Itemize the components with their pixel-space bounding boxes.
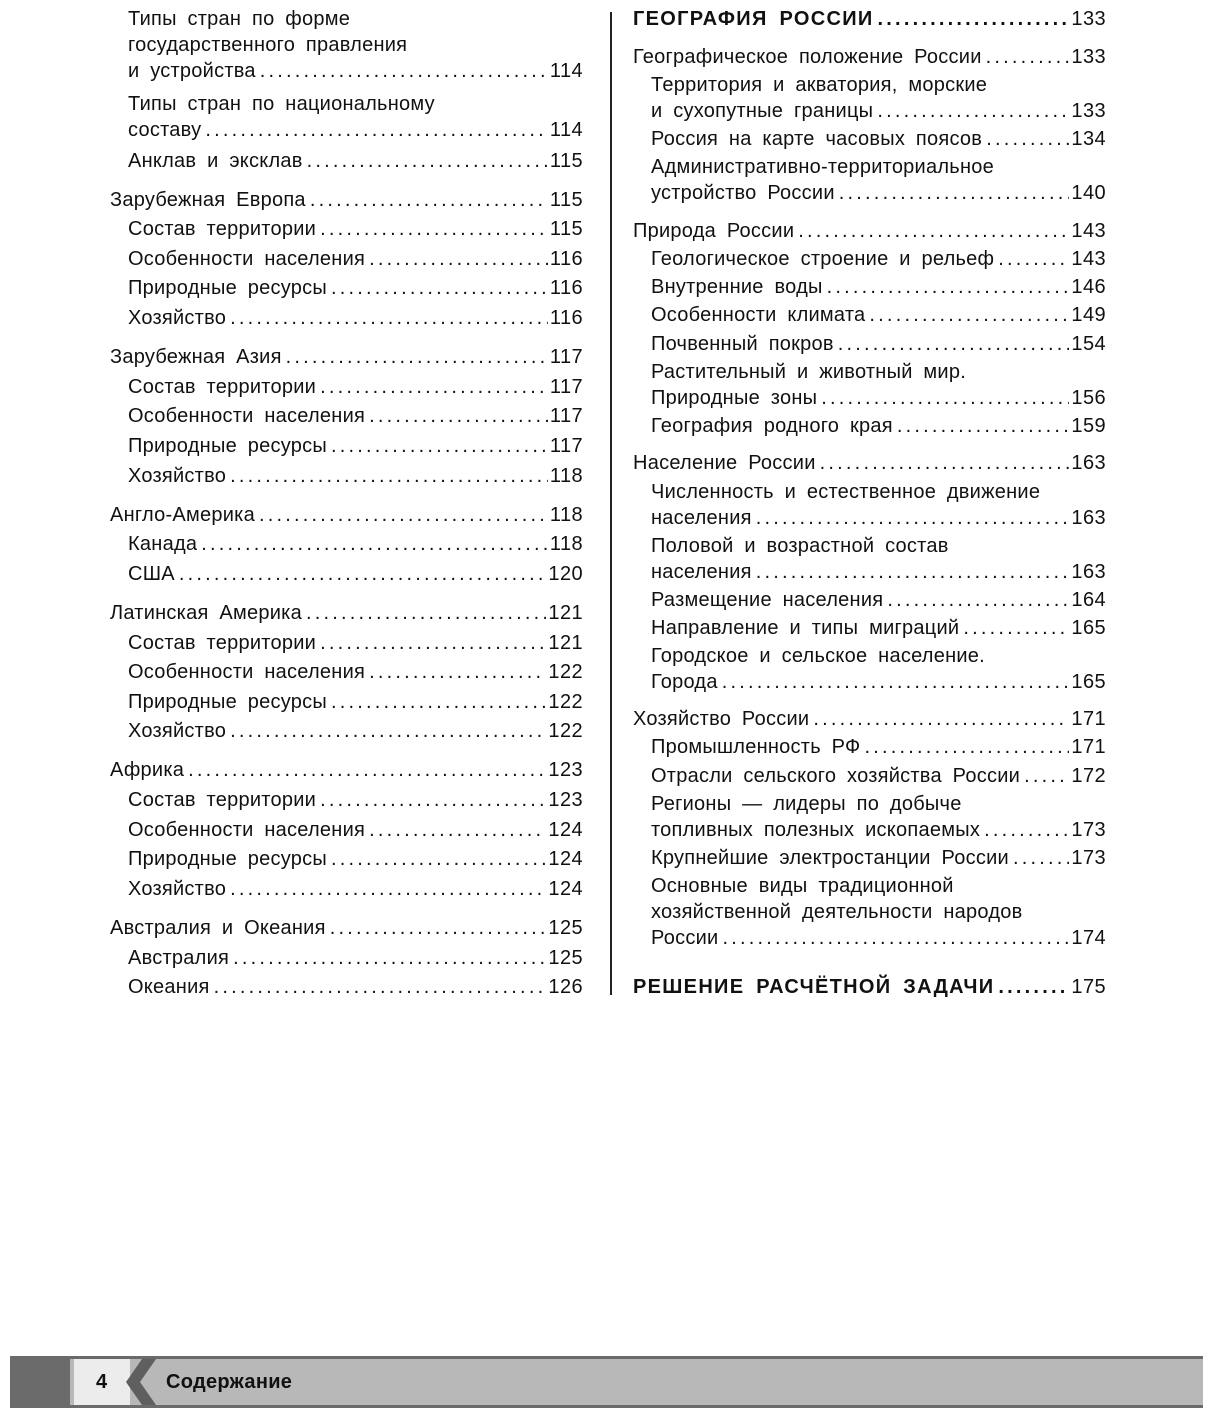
toc-entry-last-line — [651, 817, 1106, 843]
toc-subentry — [128, 91, 583, 143]
dot-leader — [827, 274, 1070, 300]
toc-entry-last-line — [651, 413, 1106, 439]
toc-entry-last-line — [128, 117, 583, 143]
toc-entry-title: Россия на карте часовых поясов — [651, 128, 983, 150]
dot-leader — [259, 502, 548, 528]
dot-leader — [963, 615, 1069, 641]
toc-subentry — [128, 148, 583, 174]
toc-page-number: 122 — [548, 720, 583, 742]
toc-entry — [110, 187, 583, 213]
toc-subentry — [651, 533, 1106, 585]
toc-entry-title-line: Регионы — лидеры по добыче — [651, 793, 962, 815]
toc-page-number: 116 — [549, 248, 583, 270]
dot-leader — [756, 505, 1070, 531]
toc-subentry — [128, 433, 583, 459]
toc-page-number: 163 — [1071, 561, 1106, 583]
dot-leader — [330, 915, 547, 941]
dot-leader — [369, 403, 548, 429]
toc-subentry — [651, 331, 1106, 357]
toc-subentry — [651, 479, 1106, 531]
toc-entry-title: Особенности населения — [128, 248, 366, 270]
dot-leader — [756, 559, 1070, 585]
toc-entry-last-line — [110, 502, 583, 528]
toc-entry-title: ГЕОГРАФИЯ РОССИИ — [633, 8, 874, 30]
toc-subentry — [128, 718, 583, 744]
toc-page-number: 117 — [549, 376, 583, 398]
dot-leader — [986, 126, 1069, 152]
column-divider — [610, 12, 612, 995]
toc-entry-last-line — [651, 734, 1106, 760]
toc-section-heading — [633, 6, 1106, 32]
toc-entry-title: Особенности климата — [651, 304, 866, 326]
toc-subentry — [128, 403, 583, 429]
dot-leader — [369, 246, 548, 272]
toc-entry-title: Состав территории — [128, 789, 317, 811]
toc-page-number: 174 — [1071, 927, 1106, 949]
chevron-left-icon — [126, 1359, 156, 1405]
toc-entry-title-line: Основные виды традиционной — [651, 875, 954, 897]
toc-page-number: 173 — [1071, 819, 1106, 841]
toc-page-number: 118 — [549, 504, 583, 526]
toc-page-number: 175 — [1071, 976, 1106, 998]
toc-entry-last-line — [651, 615, 1106, 641]
toc-entry-title: устройство России — [651, 182, 835, 204]
toc-entry-last-line — [128, 561, 583, 587]
toc-page-number: 172 — [1071, 765, 1106, 787]
footer-page-number: 4 — [96, 1371, 108, 1393]
dot-leader — [260, 58, 548, 84]
toc-entry-last-line — [128, 433, 583, 459]
toc-subentry — [651, 587, 1106, 613]
toc-page-number: 121 — [548, 602, 583, 624]
toc-entry-title-line: хозяйственной деятельности народов — [651, 901, 1023, 923]
dot-leader — [897, 413, 1070, 439]
toc-page-number: 114 — [549, 119, 583, 141]
dot-leader — [331, 689, 546, 715]
dot-leader — [230, 876, 546, 902]
toc-subentry — [128, 974, 583, 1000]
dot-leader — [820, 450, 1070, 476]
toc-entry-title: Внутренние воды — [651, 276, 823, 298]
toc-entry-last-line — [128, 630, 583, 656]
toc-entry-title: Природные ресурсы — [128, 277, 328, 299]
toc-entry-last-line — [633, 450, 1106, 476]
dot-leader — [306, 600, 546, 626]
footer-page-number-box — [74, 1359, 130, 1405]
toc-subentry — [128, 630, 583, 656]
dot-leader — [230, 463, 548, 489]
toc-page-number: 122 — [548, 691, 583, 713]
toc-entry — [110, 502, 583, 528]
toc-entry-last-line — [651, 180, 1106, 206]
toc-page-number: 125 — [548, 917, 583, 939]
toc-subentry — [128, 216, 583, 242]
toc-entry-title: Хозяйство — [128, 307, 227, 329]
toc-entry-title: Геологическое строение и рельеф — [651, 248, 995, 270]
toc-entry — [633, 706, 1106, 732]
toc-entry-last-line — [128, 689, 583, 715]
toc-entry-title: Особенности населения — [128, 661, 366, 683]
dot-leader — [230, 718, 546, 744]
dot-leader — [230, 305, 548, 331]
toc-entry-last-line — [110, 757, 583, 783]
toc-entry-last-line — [633, 6, 1106, 32]
toc-subentry — [651, 791, 1106, 843]
dot-leader — [998, 974, 1069, 1000]
dot-leader — [310, 187, 548, 213]
toc-subentry — [651, 72, 1106, 124]
toc-entry-title: Хозяйство — [128, 465, 227, 487]
toc-entry-last-line — [128, 463, 583, 489]
toc-subentry — [128, 531, 583, 557]
toc-entry-title: Природные ресурсы — [128, 691, 328, 713]
toc-entry-title-line: Городское и сельское население. — [651, 645, 985, 667]
dot-leader — [813, 706, 1069, 732]
toc-entry-title: Состав территории — [128, 218, 317, 240]
toc-page-number: 117 — [549, 435, 583, 457]
toc-page-number: 124 — [548, 878, 583, 900]
toc-entry-last-line — [633, 974, 1106, 1000]
toc-entry-last-line — [651, 505, 1106, 531]
dot-leader — [998, 246, 1069, 272]
toc-entry-title: Океания — [128, 976, 210, 998]
toc-entry-title: Африка — [110, 759, 185, 781]
toc-entry-last-line — [128, 718, 583, 744]
dot-leader — [865, 734, 1070, 760]
toc-entry-title: Состав территории — [128, 376, 317, 398]
dot-leader — [984, 817, 1069, 843]
dot-leader — [722, 925, 1069, 951]
dot-leader — [887, 587, 1069, 613]
footer-section-title: Содержание — [166, 1371, 293, 1393]
toc-page-number: 114 — [549, 60, 583, 82]
toc-entry-title: Анклав и эксклав — [128, 150, 303, 172]
toc-entry-title: составу — [128, 119, 202, 141]
toc-entry-last-line — [128, 659, 583, 685]
toc-entry-title-line: Растительный и животный мир. — [651, 361, 967, 383]
toc-page-number: 123 — [548, 789, 583, 811]
toc-entry-title: Австралия и Океания — [110, 917, 326, 939]
toc-subentry — [651, 763, 1106, 789]
toc-entry-title: Природные зоны — [651, 387, 818, 409]
toc-entry-title-line: Административно-территориальное — [651, 156, 994, 178]
toc-entry-title: Города — [651, 671, 718, 693]
toc-page-number: 122 — [548, 661, 583, 683]
toc-page-number: 171 — [1071, 708, 1106, 730]
toc-subentry — [651, 154, 1106, 206]
toc-entry-last-line — [651, 845, 1106, 871]
toc-entry-last-line — [128, 787, 583, 813]
dot-leader — [205, 117, 548, 143]
toc-page-number: 123 — [548, 759, 583, 781]
dot-leader — [369, 659, 546, 685]
toc-page-number: 133 — [1071, 100, 1106, 122]
toc-entry-title: Зарубежная Азия — [110, 346, 282, 368]
dot-leader — [331, 433, 548, 459]
toc-entry-last-line — [128, 374, 583, 400]
toc-entry-last-line — [651, 669, 1106, 695]
toc-entry-last-line — [633, 218, 1106, 244]
toc-page-number: 164 — [1071, 589, 1106, 611]
toc-page-number: 165 — [1071, 617, 1106, 639]
toc-page-number: 115 — [549, 218, 583, 240]
dot-leader — [331, 846, 546, 872]
toc-page-number: 163 — [1071, 507, 1106, 529]
toc-entry-title: Географическое положение России — [633, 46, 982, 68]
toc-entry-title-line: государственного правления — [128, 34, 408, 56]
toc-entry-title: Крупнейшие электростанции России — [651, 847, 1009, 869]
toc-page-number: 133 — [1071, 46, 1106, 68]
toc-entry-title: Природа России — [633, 220, 795, 242]
toc-entry-title: Природные ресурсы — [128, 435, 328, 457]
toc-page-number: 115 — [549, 150, 583, 172]
toc-entry-title: Хозяйство — [128, 720, 227, 742]
dot-leader — [798, 218, 1069, 244]
toc-entry-last-line — [651, 925, 1106, 951]
toc-subentry — [128, 787, 583, 813]
toc-page-number: 116 — [549, 307, 583, 329]
toc-page-number: 156 — [1071, 387, 1106, 409]
toc-entry-last-line — [651, 559, 1106, 585]
toc-page-number: 171 — [1071, 736, 1106, 758]
toc-entry-last-line — [128, 945, 583, 971]
toc-page-number: 118 — [549, 465, 583, 487]
toc-subentry — [651, 359, 1106, 411]
toc-entry-last-line — [651, 587, 1106, 613]
toc-subentry — [128, 876, 583, 902]
toc-entry-title: Англо-Америка — [110, 504, 255, 526]
toc-entry-title-line: Численность и естественное движение — [651, 481, 1041, 503]
toc-entry-last-line — [128, 216, 583, 242]
toc-entry-title: Канада — [128, 533, 198, 555]
toc-entry-last-line — [128, 531, 583, 557]
toc-entry-title: Состав территории — [128, 632, 317, 654]
toc-subentry — [651, 274, 1106, 300]
toc-subentry — [128, 275, 583, 301]
toc-entry-last-line — [128, 876, 583, 902]
toc-section-heading — [633, 974, 1106, 1000]
toc-subentry — [651, 246, 1106, 272]
dot-leader — [821, 385, 1069, 411]
toc-entry-last-line — [128, 246, 583, 272]
toc-subentry — [651, 615, 1106, 641]
dot-leader — [201, 531, 548, 557]
toc-subentry — [128, 561, 583, 587]
toc-subentry — [651, 734, 1106, 760]
toc-entry-title: Почвенный покров — [651, 333, 834, 355]
toc-entry-title: Промышленность РФ — [651, 736, 861, 758]
toc-entry-last-line — [651, 302, 1106, 328]
dot-leader — [839, 180, 1070, 206]
toc-entry-title-line: Типы стран по национальному — [128, 93, 435, 115]
dot-leader — [869, 302, 1069, 328]
toc-entry-title: населения — [651, 561, 752, 583]
toc-entry-title: США — [128, 563, 175, 585]
toc-entry-last-line — [110, 915, 583, 941]
toc-page-number: 163 — [1071, 452, 1106, 474]
toc-entry-last-line — [110, 187, 583, 213]
toc-entry-last-line — [110, 344, 583, 370]
toc-entry-last-line — [128, 58, 583, 84]
toc-entry-last-line — [633, 706, 1106, 732]
toc-entry-title: Хозяйство России — [633, 708, 810, 730]
toc-page-number: 116 — [549, 277, 583, 299]
toc-entry-title: РЕШЕНИЕ РАСЧЁТНОЙ ЗАДАЧИ — [633, 976, 995, 998]
toc-entry-title: Направление и типы миграций — [651, 617, 960, 639]
toc-entry-last-line — [128, 817, 583, 843]
toc-entry-title: Отрасли сельского хозяйства России — [651, 765, 1021, 787]
toc-page-number: 124 — [548, 819, 583, 841]
toc-entry-title: населения — [651, 507, 752, 529]
toc-page-number: 117 — [549, 405, 583, 427]
toc-page-number: 120 — [548, 563, 583, 585]
toc-page-number: 121 — [548, 632, 583, 654]
toc-page-number: 159 — [1071, 415, 1106, 437]
toc-entry-title-line: Половой и возрастной состав — [651, 535, 949, 557]
toc-entry-title: и сухопутные границы — [651, 100, 874, 122]
toc-entry-title: География родного края — [651, 415, 893, 437]
toc-entry — [110, 600, 583, 626]
toc-subentry — [128, 305, 583, 331]
toc-page-number: 125 — [548, 947, 583, 969]
toc-subentry — [651, 845, 1106, 871]
toc-entry-last-line — [651, 246, 1106, 272]
dot-leader — [1024, 763, 1069, 789]
toc-entry-title-line: Типы стран по форме — [128, 8, 351, 30]
dot-leader — [233, 945, 546, 971]
toc-entry-last-line — [128, 305, 583, 331]
toc-page-number: 126 — [548, 976, 583, 998]
toc-entry-title: Природные ресурсы — [128, 848, 328, 870]
toc-subentry — [128, 945, 583, 971]
toc-subentry — [651, 126, 1106, 152]
toc-subentry — [128, 246, 583, 272]
dot-leader — [877, 98, 1069, 124]
toc-page-number: 173 — [1071, 847, 1106, 869]
toc-entry-title: Хозяйство — [128, 878, 227, 900]
toc-entry-title: России — [651, 927, 719, 949]
toc-entry — [633, 450, 1106, 476]
toc-page-number: 146 — [1071, 276, 1106, 298]
toc-subentry — [128, 846, 583, 872]
toc-page-number: 118 — [549, 533, 583, 555]
toc-subentry — [128, 374, 583, 400]
toc-entry-title: топливных полезных ископаемых — [651, 819, 981, 841]
toc-entry-title: Особенности населения — [128, 819, 366, 841]
toc-page-number: 133 — [1071, 8, 1106, 30]
toc-entry — [110, 344, 583, 370]
toc-entry — [633, 218, 1106, 244]
dot-leader — [986, 44, 1070, 70]
dot-leader — [307, 148, 548, 174]
dot-leader — [320, 787, 546, 813]
toc-page-number: 143 — [1071, 248, 1106, 270]
toc-entry-last-line — [633, 44, 1106, 70]
toc-subentry — [128, 817, 583, 843]
toc-entry-title: Особенности населения — [128, 405, 366, 427]
dot-leader — [878, 6, 1070, 32]
toc-page-number: 149 — [1071, 304, 1106, 326]
toc-entry-title-line: Территория и акватория, морские — [651, 74, 988, 96]
dot-leader — [320, 630, 546, 656]
toc-entry-last-line — [128, 148, 583, 174]
toc-page-number: 124 — [548, 848, 583, 870]
toc-entry-last-line — [128, 275, 583, 301]
toc-entry-last-line — [651, 763, 1106, 789]
toc-page-number: 143 — [1071, 220, 1106, 242]
toc-subentry — [128, 689, 583, 715]
dot-leader — [286, 344, 548, 370]
dot-leader — [838, 331, 1070, 357]
toc-page-number: 115 — [549, 189, 583, 211]
toc-subentry — [128, 6, 583, 84]
dot-leader — [188, 757, 546, 783]
toc-entry-last-line — [651, 385, 1106, 411]
toc-subentry — [651, 413, 1106, 439]
toc-entry-last-line — [128, 974, 583, 1000]
toc-entry-last-line — [651, 331, 1106, 357]
dot-leader — [331, 275, 548, 301]
toc-page-number: 134 — [1071, 128, 1106, 150]
toc-page-number: 140 — [1071, 182, 1106, 204]
toc-subentry — [651, 873, 1106, 951]
footer-dark-block — [10, 1356, 70, 1408]
toc-entry-last-line — [128, 846, 583, 872]
dot-leader — [179, 561, 547, 587]
toc-entry-last-line — [651, 126, 1106, 152]
toc-entry-last-line — [651, 274, 1106, 300]
toc-entry — [110, 757, 583, 783]
toc-page-number: 117 — [549, 346, 583, 368]
toc-entry-title: Латинская Америка — [110, 602, 302, 624]
toc-entry-title: Зарубежная Европа — [110, 189, 306, 211]
toc-subentry — [651, 643, 1106, 695]
toc-entry-last-line — [651, 98, 1106, 124]
toc-entry-title: и устройства — [128, 60, 256, 82]
toc-entry-title: Размещение населения — [651, 589, 884, 611]
dot-leader — [320, 216, 548, 242]
dot-leader — [214, 974, 547, 1000]
toc-entry-title: Австралия — [128, 947, 230, 969]
dot-leader — [320, 374, 548, 400]
toc-entry-last-line — [110, 600, 583, 626]
toc-entry — [110, 915, 583, 941]
toc-subentry — [128, 463, 583, 489]
dot-leader — [369, 817, 546, 843]
dot-leader — [722, 669, 1070, 695]
toc-subentry — [128, 659, 583, 685]
toc-entry-title: Население России — [633, 452, 816, 474]
dot-leader — [1013, 845, 1069, 871]
toc-entry-last-line — [128, 403, 583, 429]
toc-page-number: 165 — [1071, 671, 1106, 693]
toc-page-number: 154 — [1071, 333, 1106, 355]
toc-entry — [633, 44, 1106, 70]
toc-subentry — [651, 302, 1106, 328]
